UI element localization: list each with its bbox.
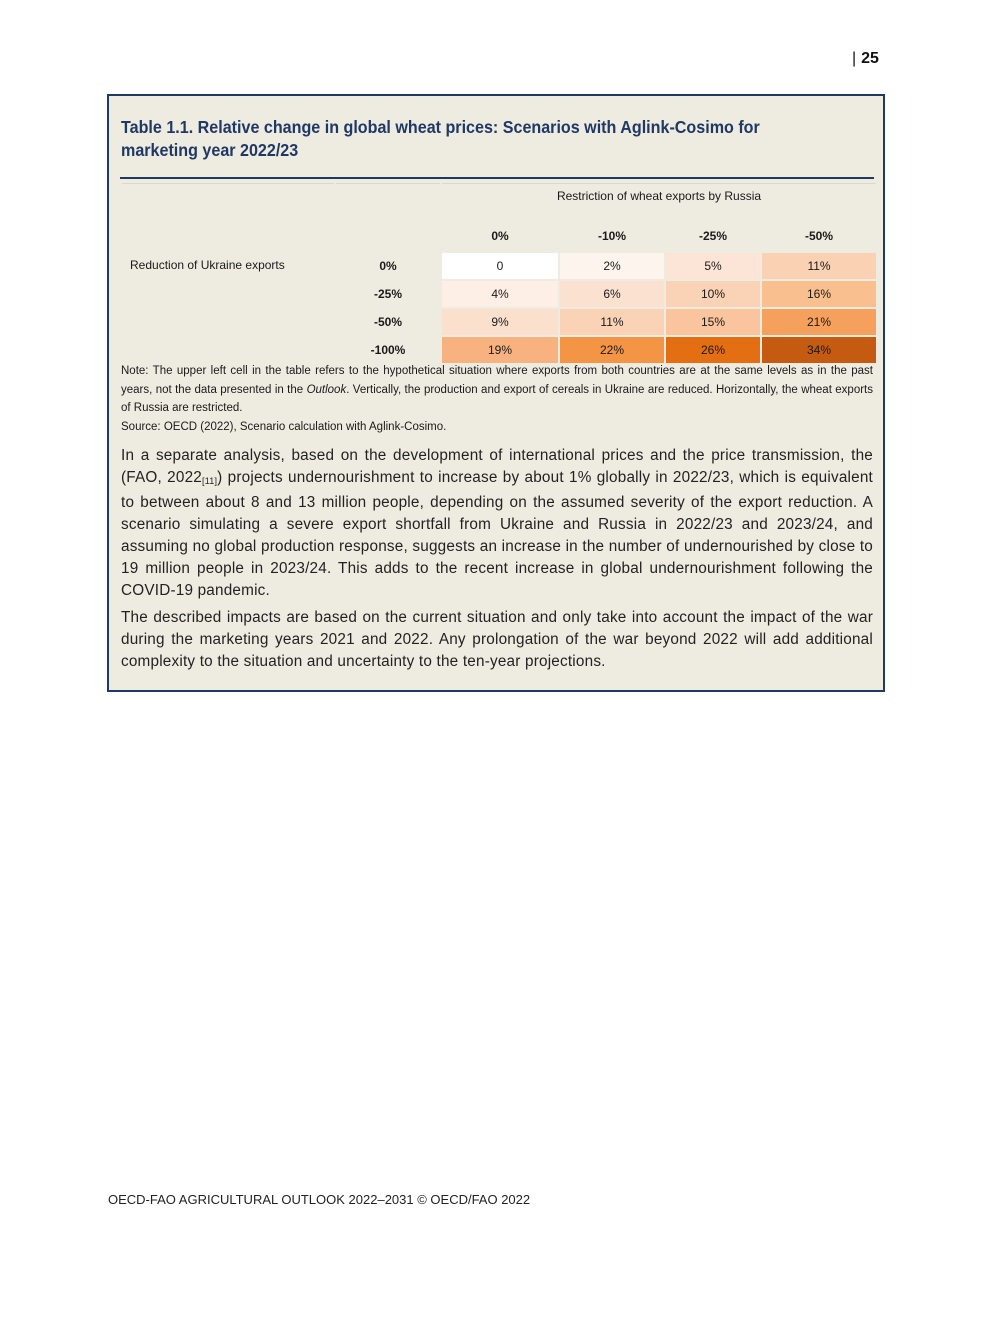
row-label: -50% (336, 309, 440, 335)
header-empty-cell (122, 183, 334, 219)
table-cell: 19% (442, 337, 558, 363)
table-source: Source: OECD (2022), Scenario calculation with Aglink-Cosimo. (121, 420, 447, 433)
body-paragraph (121, 445, 873, 602)
table-title: Table 1.1. Relative change in global wheat prices: Scenarios with Aglink-Cosimo for marketing year 2022/23 (121, 117, 760, 160)
table-cell: 22% (560, 337, 664, 363)
col-header: 0% (442, 221, 558, 251)
page-number (852, 50, 879, 68)
col-header: -50% (762, 221, 876, 251)
scenario-table (120, 181, 878, 365)
page-footer: OECD-FAO AGRICULTURAL OUTLOOK 2022–2031 © OECD/FAO 2022 (108, 1192, 531, 1207)
header-empty-cell (122, 221, 334, 251)
col-header: -10% (560, 221, 664, 251)
header-empty-cell (336, 183, 440, 219)
table-cell: 26% (666, 337, 760, 363)
table-row (122, 253, 876, 279)
table-box (107, 94, 885, 692)
table-cell: 11% (762, 253, 876, 279)
table-cell: 4% (442, 281, 558, 307)
paragraph-text: In a separate analysis, based on the development of international prices and the price transmission, the (FAO, 2022 (121, 447, 873, 486)
note-text: Note: The upper left cell in the table refers to the hypothetical situation where exports from both countries are at the same levels as in the past years, not the data presented in the (121, 365, 873, 396)
row-label: -100% (336, 337, 440, 363)
col-header: -25% (666, 221, 760, 251)
table-cell: 11% (560, 309, 664, 335)
table-cell: 5% (666, 253, 760, 279)
paragraph-text: ) projects undernourishment to increase by about 1% globally in 2022/23, which is equivalent to between about 8 and 13 million people, depending on the assumed severity of the export reduction. A scenario simulating a severe export shortfall from Ukraine and Russia in 2022/23 and 2023/24, and assuming no global production response, suggests an increase in the number of undernourished by close to 19 million people in 2023/24. This adds to the recent increase in global undernourishment following the COVID-19 pandemic. (121, 469, 873, 599)
table-cell: 10% (666, 281, 760, 307)
row-label: -25% (336, 281, 440, 307)
header-empty-cell (336, 221, 440, 251)
citation-ref[interactable]: [11] (202, 476, 218, 486)
col-group-header: Restriction of wheat exports by Russia (442, 183, 876, 219)
note-text: . Vertically, the production and export of cereals in Ukraine are reduced. Horizontally, the wheat exports of Russia are restricted. (121, 383, 873, 414)
table-header-row (122, 221, 876, 251)
table-cell: 16% (762, 281, 876, 307)
table-cell: 0 (442, 253, 558, 279)
table-cell: 34% (762, 337, 876, 363)
table-cell: 2% (560, 253, 664, 279)
row-group-header: Reduction of Ukraine exports (122, 253, 334, 363)
table-cell: 21% (762, 309, 876, 335)
body-paragraph: The described impacts are based on the current situation and only take into account the impact of the war during the marketing years 2021 and 2022. Any prolongation of the war beyond 2022 will add additional complexity to the situation and uncertainty to the ten-year projections. (121, 609, 873, 670)
table-header-row-group (122, 183, 876, 219)
table-note (121, 362, 873, 436)
table-cell: 6% (560, 281, 664, 307)
table-cell: 15% (666, 309, 760, 335)
row-label: 0% (336, 253, 440, 279)
table-cell: 9% (442, 309, 558, 335)
note-italic: Outlook (306, 383, 347, 396)
page-number-value: 25 (861, 50, 879, 67)
title-rule (120, 177, 874, 179)
page-number-separator: | (852, 50, 857, 67)
